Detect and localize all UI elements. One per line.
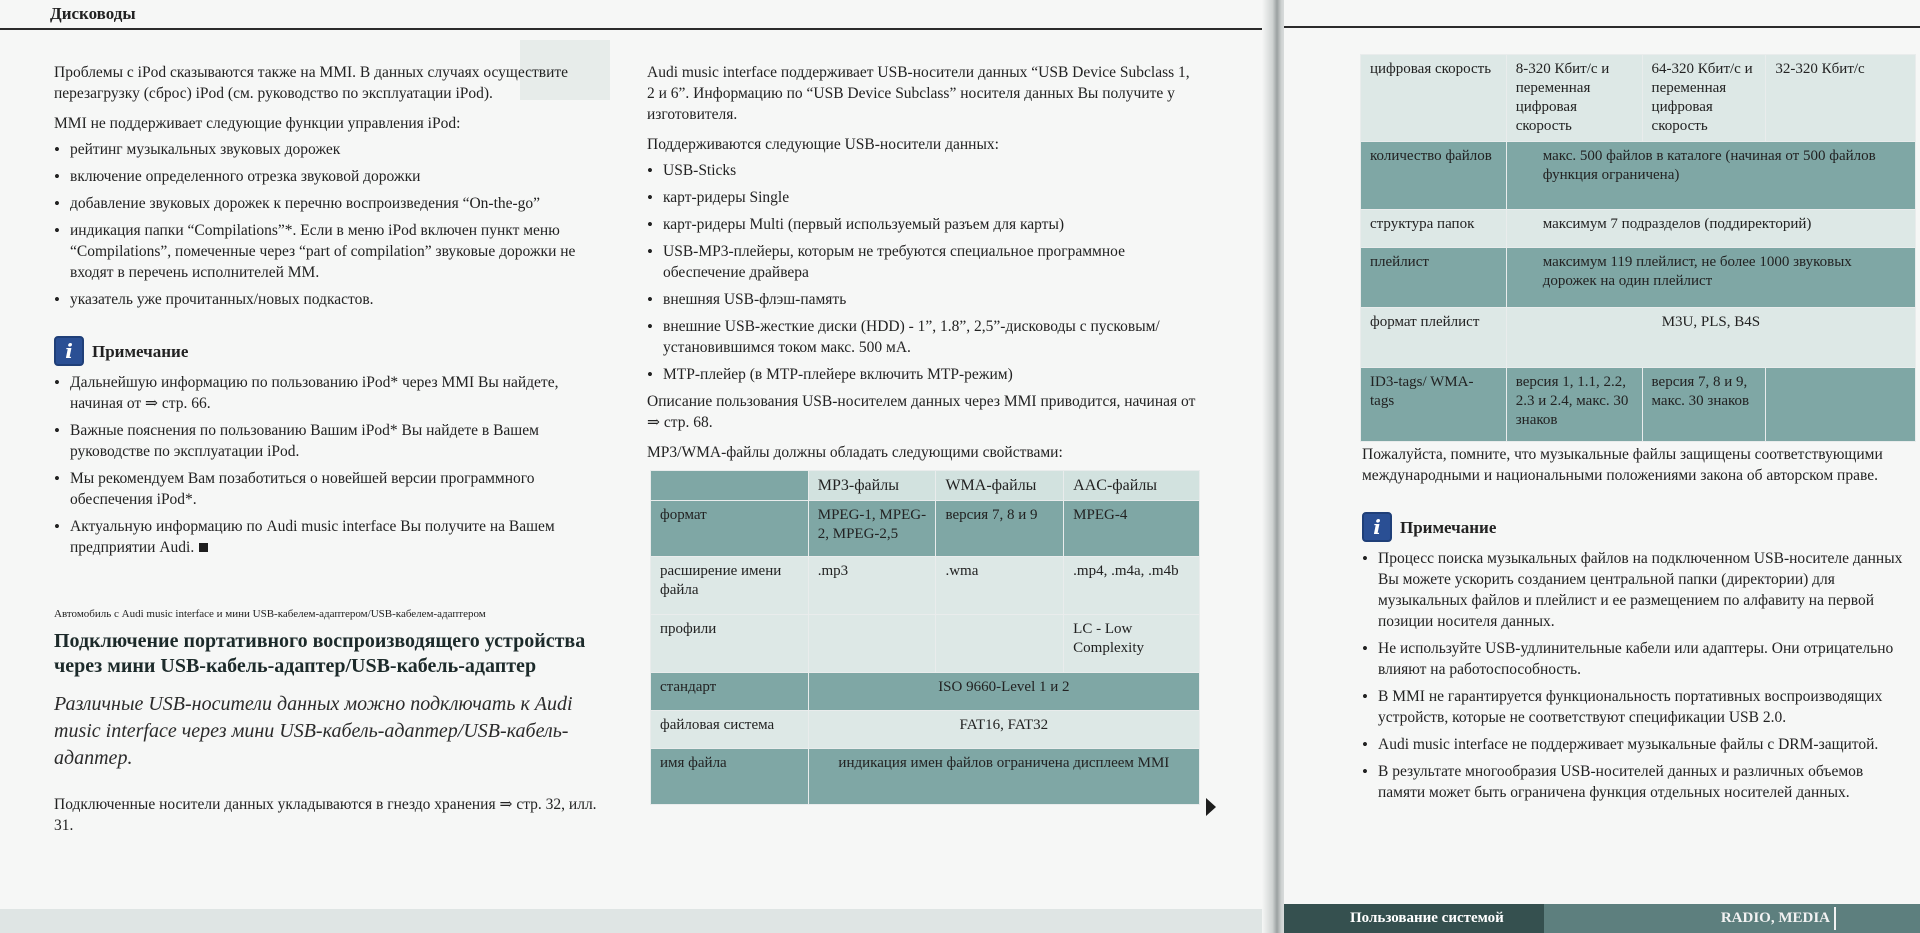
table-cell: .wma: [936, 557, 1064, 615]
right-header-line: [1284, 26, 1920, 28]
table-row: [651, 673, 1200, 711]
section-title: Дисководы: [50, 4, 136, 23]
end-mark-icon: [199, 543, 208, 552]
row-label: формат: [651, 501, 809, 557]
row-label: профили: [651, 615, 809, 673]
table-row: [651, 501, 1200, 557]
list-item: • добавление звуковых дорожек к перечню воспроизведения “On-the-go”: [54, 193, 604, 214]
row-label: стандарт: [651, 673, 809, 711]
list-item: • индикация папки “Compilations”*. Если в меню iPod включен пункт меню “Compilations”, помеченные через “part of compilation” звуковые дорожки не входят в перечень исполнителей MM.: [54, 220, 604, 283]
row-label: формат плейлист: [1361, 308, 1507, 368]
properties-title: MP3/WMA-файлы должны обладать следующими свойствами:: [647, 444, 1063, 461]
list-item: [54, 516, 604, 558]
table-cell: MPEG-1, MPEG-2, MPEG-2,5: [808, 501, 936, 557]
table-cell: [808, 615, 936, 673]
row-label: файловая система: [651, 711, 809, 749]
table-row: [651, 749, 1200, 805]
table-header-row: [651, 471, 1200, 501]
table-cell: [936, 615, 1064, 673]
table-row: [1361, 210, 1916, 248]
row-label: ID3-tags/ WMA-tags: [1361, 368, 1507, 442]
table-row: [1361, 248, 1916, 308]
list-item: • Важные пояснения по пользованию Вашим iPod* Вы найдете в Вашем руководстве по эксплуатации iPod.: [54, 420, 604, 462]
list-item: • внешние USB-жесткие диски (HDD) - 1”, 1.8”, 2,5”-дисководы с пусковым/установившимся током макс. 500 мА.: [647, 316, 1197, 358]
row-label: расширение имени файла: [651, 557, 809, 615]
list-item: • указатель уже прочитанных/новых подкастов.: [54, 289, 604, 310]
note-heading: [54, 336, 604, 366]
note-title: Примечание: [92, 341, 189, 361]
supported-list: [647, 160, 1197, 385]
table-row: [1361, 308, 1916, 368]
file-properties-table: [650, 470, 1200, 805]
table-row: [651, 615, 1200, 673]
table-cell: 64-320 Кбит/с и переменная цифровая скорость: [1642, 55, 1766, 142]
table-cell: ISO 9660-Level 1 и 2: [808, 673, 1199, 711]
list-item: • внешняя USB-флэш-память: [647, 289, 1197, 310]
table-row: [651, 711, 1200, 749]
unsupported-title: MMI не поддерживает следующие функции управления iPod:: [54, 115, 461, 132]
list-item: • Процесс поиска музыкальных файлов на подключенном USB-носителе данных Вы можете ускорить созданием центральной папки (директории) для музыкальных файлов и плейлист и ее размещением по алфавиту на первой позиции носителя данных.: [1362, 548, 1912, 632]
table-cell: максимум 7 подразделов (поддиректорий): [1506, 210, 1915, 248]
table-cell: версия 7, 8 и 9, макс. 30 знаков: [1642, 368, 1766, 442]
list-item: • В MMI не гарантируется функциональность портативных воспроизводящих устройств, которые не соответствуют спецификации USB 2.0.: [1362, 686, 1912, 728]
usb-intro: Audi music interface поддерживает USB-носители данных “USB Device Subclass 1, 2 и 6”. Информацию по “USB Device Subclass” носителя данных Вы получите у изготовителя.: [647, 64, 1190, 123]
column-right: [1362, 444, 1912, 809]
header-cell-empty: [651, 471, 809, 501]
info-icon: i: [54, 336, 84, 366]
list-item: • USB-Sticks: [647, 160, 1197, 181]
intro-paragraph: Проблемы с iPod сказываются также на MMI. В данных случаях осуществите перезагрузку (сброс) iPod (см. руководство по эксплуатации iPod).: [54, 64, 569, 102]
footer-section-label: Пользование системой: [1284, 904, 1544, 933]
subsection-heading: Подключение портативного воспроизводящего устройства через мини USB-кабель-адаптер/USB-кабель-адаптер: [54, 630, 586, 677]
list-item: • карт-ридеры Multi (первый используемый разъем для карты): [647, 214, 1197, 235]
table-row: [651, 557, 1200, 615]
storage-paragraph: Подключенные носители данных укладываются в гнездо хранения ⇒ стр. 32, илл. 31.: [54, 796, 597, 834]
row-label: плейлист: [1361, 248, 1507, 308]
table-cell: [1766, 368, 1916, 442]
table-row: [1361, 368, 1916, 442]
footer-chapter-label: RADIO, MEDIA: [1720, 910, 1830, 926]
right-page: [1284, 0, 1920, 933]
row-label: имя файла: [651, 749, 809, 805]
continue-arrow-icon: [1206, 798, 1216, 816]
copyright-paragraph: Пожалуйста, помните, что музыкальные файлы защищены соответствующими международными и национальными положениями закона об авторском праве.: [1362, 446, 1883, 484]
list-item: • Audi music interface не поддерживает музыкальные файлы с DRM-защитой.: [1362, 734, 1912, 755]
table-cell: версия 7, 8 и 9: [936, 501, 1064, 557]
row-label: количество файлов: [1361, 142, 1507, 210]
table-cell: M3U, PLS, B4S: [1506, 308, 1915, 368]
list-item: • MTP-плейер (в MTP-плейере включить MTP-режим): [647, 364, 1197, 385]
lead-text: Различные USB-носители данных можно подключать к Audi music interface через мини USB-кабель-адаптер/USB-кабель-адаптер.: [54, 693, 573, 769]
list-item: • рейтинг музыкальных звуковых дорожек: [54, 139, 604, 160]
header-cell: AAC-файлы: [1064, 471, 1200, 501]
column-middle: [647, 62, 1197, 472]
table-cell: .mp4, .m4a, .m4b: [1064, 557, 1200, 615]
list-item: • карт-ридеры Single: [647, 187, 1197, 208]
list-item: • Не используйте USB-удлинительные кабели или адаптеры. Они отрицательно влияют на работоспособность.: [1362, 638, 1912, 680]
note-heading: [1362, 512, 1912, 542]
left-footer-band: [0, 909, 1262, 933]
list-item: • Дальнейшую информацию по пользованию iPod* через MMI Вы найдете, начиная от ⇒ стр. 66.: [54, 372, 604, 414]
table-cell: максимум 119 плейлист, не более 1000 звуковых дорожек на один плейлист: [1506, 248, 1915, 308]
note-list: [54, 372, 604, 558]
row-label: цифровая скорость: [1361, 55, 1507, 142]
header-cell: MP3-файлы: [808, 471, 936, 501]
note-item-text: Актуальную информацию по Audi music interface Вы получите на Вашем предприятии Audi.: [70, 518, 555, 556]
figure-caption: Автомобиль с Audi music interface и мини USB-кабелем-адаптером/USB-кабелем-адаптером: [54, 608, 486, 620]
unsupported-list: [54, 139, 604, 310]
list-item: • USB-MP3-плейеры, которым не требуются специальное программное обеспечение драйвера: [647, 241, 1197, 283]
table-row: [1361, 55, 1916, 142]
table-cell: 8-320 Кбит/с и переменная цифровая скорость: [1506, 55, 1642, 142]
footer-separator: [1834, 907, 1836, 930]
table-cell: FAT16, FAT32: [808, 711, 1199, 749]
table-cell: макс. 500 файлов в каталоге (начиная от 500 файлов функция ограничена): [1506, 142, 1915, 210]
table-cell: индикация имен файлов ограничена дисплеем MMI: [808, 749, 1199, 805]
column-left: [54, 62, 604, 845]
table-cell: версия 1, 1.1, 2.2, 2.3 и 2.4, макс. 30 знаков: [1506, 368, 1642, 442]
table-cell: MPEG-4: [1064, 501, 1200, 557]
list-item: • включение определенного отрезка звуковой дорожки: [54, 166, 604, 187]
supported-title: Поддерживаются следующие USB-носители данных:: [647, 136, 999, 153]
description-paragraph: Описание пользования USB-носителем данных через MMI приводится, начиная от ⇒ стр. 68.: [647, 393, 1196, 431]
row-label: структура папок: [1361, 210, 1507, 248]
section-header: [0, 0, 1262, 30]
info-icon: i: [1362, 512, 1392, 542]
header-cell: WMA-файлы: [936, 471, 1064, 501]
note-title: Примечание: [1400, 517, 1497, 537]
footer-bar: [1284, 904, 1920, 933]
table-cell: 32-320 Кбит/с: [1766, 55, 1916, 142]
list-item: • В результате многообразия USB-носителей данных и различных объемов памяти может быть ограничена функция отдельных носителей данных.: [1362, 761, 1912, 803]
file-properties-table-continued: [1360, 54, 1916, 442]
note-list: [1362, 548, 1912, 803]
table-cell: LC - Low Complexity: [1064, 615, 1200, 673]
table-cell: .mp3: [808, 557, 936, 615]
list-item: • Мы рекомендуем Вам позаботиться о новейшей версии программного обеспечения iPod*.: [54, 468, 604, 510]
table-row: [1361, 142, 1916, 210]
